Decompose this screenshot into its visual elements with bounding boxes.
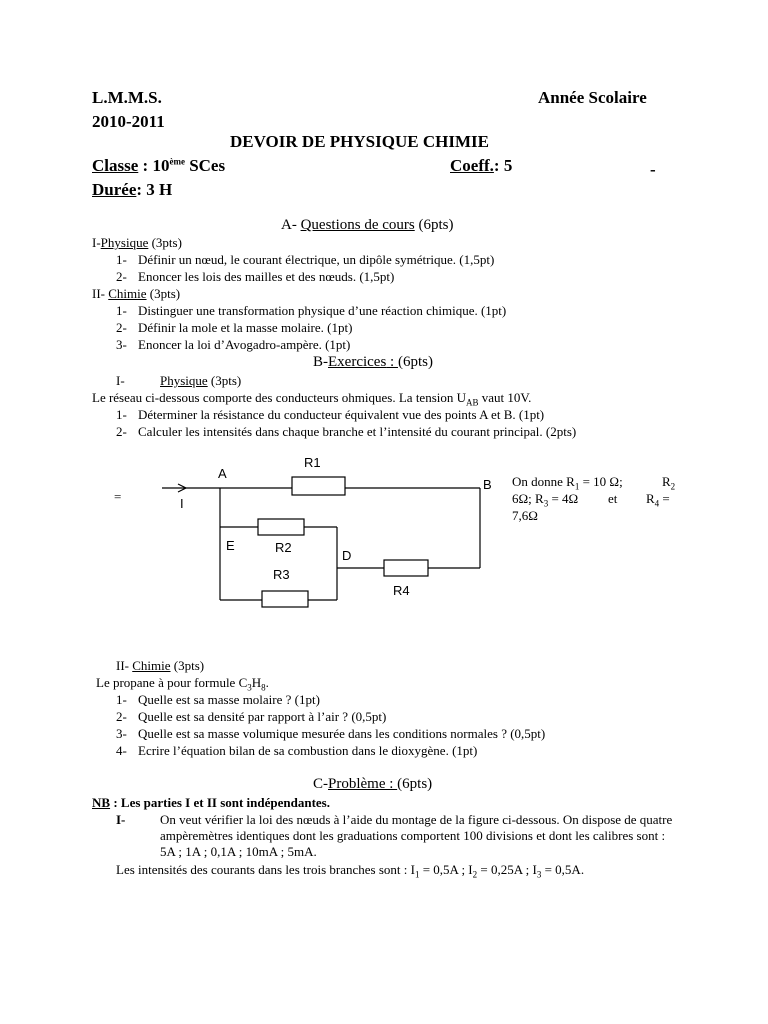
- currents-text: = 0,5A ; I: [419, 862, 473, 877]
- intro-text-end: vaut 10V.: [478, 390, 532, 405]
- question-number: 2-: [116, 320, 127, 335]
- part-label: Physique: [160, 373, 208, 388]
- part-points: (3pts): [151, 235, 182, 250]
- nb-text: : Les parties I et II sont indépendantes.: [110, 795, 330, 810]
- currents-line: [116, 862, 584, 883]
- question-number: 2-: [116, 709, 127, 724]
- currents-text: = 0,5A.: [541, 862, 585, 877]
- part-label: Chimie: [132, 658, 171, 673]
- coeff-value: : 5: [493, 156, 513, 175]
- intro-text: Le réseau ci-dessous comporte des conducteurs ohmiques. La tension U: [92, 390, 467, 405]
- question-text: Définir un nœud, le courant électrique, un dipôle symétrique. (1,5pt): [138, 252, 495, 267]
- classe-rest: SCes: [184, 156, 226, 175]
- given-sub: 3: [543, 498, 549, 509]
- question-text: Calculer les intensités dans chaque branche et l’intensité du courant principal. (2pts): [138, 424, 577, 439]
- question-number: 4-: [116, 743, 127, 758]
- question-number: 1-: [116, 692, 127, 707]
- current-label-i: I: [180, 496, 184, 511]
- part-label: Physique: [100, 235, 149, 250]
- intro-text: .: [265, 675, 269, 690]
- question-number: 2-: [116, 424, 127, 439]
- node-label-d: D: [342, 548, 352, 563]
- currents-sub: 3: [536, 869, 542, 880]
- question-text: Ecrire l’équation bilan de sa combustion dans le dioxygène. (1pt): [138, 743, 478, 758]
- section-a-title: Questions de cours: [300, 217, 415, 233]
- given-values-r4: [646, 491, 670, 512]
- section-c-points: (6pts): [397, 776, 433, 792]
- question-text: Déterminer la résistance du conducteur équivalent vue des points A et B. (1pt): [138, 407, 545, 422]
- given-sub: 2: [670, 481, 676, 492]
- section-c-heading: [313, 776, 432, 793]
- question-number: 3-: [116, 726, 127, 741]
- duree-label: Durée: [92, 180, 137, 199]
- given-text: R: [662, 474, 671, 489]
- question-number: 1-: [116, 303, 127, 318]
- intro-subscript: AB: [466, 397, 479, 408]
- given-text: = 10 Ω;: [579, 474, 623, 489]
- question-number: 3-: [116, 337, 127, 352]
- question-text: Quelle est sa masse volumique mesurée dans les conditions normales ? (0,5pt): [138, 726, 546, 741]
- node-label-e: E: [226, 538, 235, 553]
- section-c-prefix: C-: [313, 776, 328, 792]
- question-item: [116, 726, 127, 742]
- section-b-physique-prefix: I-: [116, 373, 125, 388]
- currents-sub: 1: [414, 869, 420, 880]
- intro-subscript: 8: [261, 682, 266, 693]
- section-a-prefix: A-: [281, 217, 297, 233]
- part-points: (3pts): [173, 658, 205, 673]
- question-item: [116, 743, 127, 759]
- given-text: R: [646, 491, 655, 506]
- part-prefix: I-: [92, 235, 101, 250]
- page-title: DEVOIR DE PHYSIQUE CHIMIE: [230, 132, 489, 151]
- given-text: 6Ω; R: [512, 491, 544, 506]
- given-values-line3: 7,6Ω: [512, 508, 538, 523]
- part-prefix: II-: [116, 658, 129, 673]
- node-label-a: A: [218, 466, 227, 481]
- section-b-prefix: B-: [313, 354, 328, 370]
- nb-label: NB: [92, 795, 111, 810]
- question-number: 1-: [116, 252, 127, 267]
- question-text: Quelle est sa densité par rapport à l’air ? (0,5pt): [138, 709, 387, 724]
- section-b-points: (6pts): [397, 354, 433, 370]
- given-text: = 4Ω: [548, 491, 579, 506]
- given-values-et: et: [608, 491, 618, 506]
- coeff-label: Coeff.: [450, 156, 494, 175]
- stray-equals-sign: =: [114, 489, 122, 504]
- intro-text: H: [251, 675, 262, 690]
- given-text: On donne R: [512, 474, 575, 489]
- duree-value: : 3 H: [136, 180, 173, 199]
- given-text: =: [659, 491, 670, 506]
- resistor-r2: [258, 519, 304, 535]
- section-c-colon: :: [385, 776, 398, 792]
- classe-sup: ème: [169, 156, 185, 167]
- question-item: [116, 692, 127, 708]
- section-b-title: Exercices: [328, 354, 387, 370]
- intro-subscript: 3: [247, 682, 252, 693]
- question-text: Distinguer une transformation physique d’une réaction chimique. (1pt): [138, 303, 507, 318]
- part1-text: On veut vérifier la loi des nœuds à l’aide du montage de la figure ci-dessous. On dispose de quatre ampèremètres identiques dont les graduations comportent 100 divisions et dont les calibres sont : 5A ; 1A ; 0,1A ; 10mA ; 5mA.: [160, 812, 673, 859]
- classe-num: 10: [152, 156, 170, 175]
- currents-text: Les intensités des courants dans les trois branches sont : I: [116, 862, 415, 877]
- question-text: Enoncer la loi d’Avogadro-ampère. (1pt): [138, 337, 351, 352]
- school-year-label: Année Scolaire: [538, 88, 647, 107]
- resistor-label-r2: R2: [275, 540, 292, 555]
- question-text: Définir la mole et la masse molaire. (1pt): [138, 320, 353, 335]
- school-name: L.M.M.S.: [92, 88, 162, 107]
- part1-number: I-: [116, 812, 126, 827]
- question-number: 2-: [116, 269, 127, 284]
- question-item: [116, 709, 127, 725]
- node-label-b: B: [483, 477, 492, 492]
- part-prefix: II-: [92, 286, 105, 301]
- school-years: 2010-2011: [92, 112, 165, 131]
- part-points: (3pts): [210, 373, 242, 388]
- resistor-label-r4: R4: [393, 583, 410, 598]
- part-points: (3pts): [149, 286, 181, 301]
- question-number: 1-: [116, 407, 127, 422]
- resistor-r1: [292, 477, 345, 495]
- classe-sep: :: [138, 156, 153, 175]
- given-sub: 1: [574, 481, 580, 492]
- section-c-title: Problème: [328, 776, 386, 792]
- question-text: Quelle est sa masse molaire ? (1pt): [138, 692, 320, 707]
- currents-text: = 0,25A ; I: [477, 862, 537, 877]
- part-label: Chimie: [108, 286, 147, 301]
- intro-text: Le propane à pour formule C: [96, 675, 248, 690]
- section-b-chimie-heading: [116, 658, 204, 674]
- section-a-points: (6pts): [418, 217, 454, 233]
- section-b-colon: :: [386, 354, 398, 370]
- currents-sub: 2: [472, 869, 478, 880]
- question-text: Enoncer les lois des mailles et des nœuds. (1,5pt): [138, 269, 395, 284]
- resistor-label-r3: R3: [273, 567, 290, 582]
- resistor-r3: [262, 591, 308, 607]
- resistor-r4: [384, 560, 428, 576]
- header-dash: -: [650, 160, 656, 179]
- nb-note: [92, 795, 330, 811]
- resistor-label-r1: R1: [304, 455, 321, 470]
- given-sub: 4: [654, 498, 660, 509]
- classe-label: Classe: [92, 156, 139, 175]
